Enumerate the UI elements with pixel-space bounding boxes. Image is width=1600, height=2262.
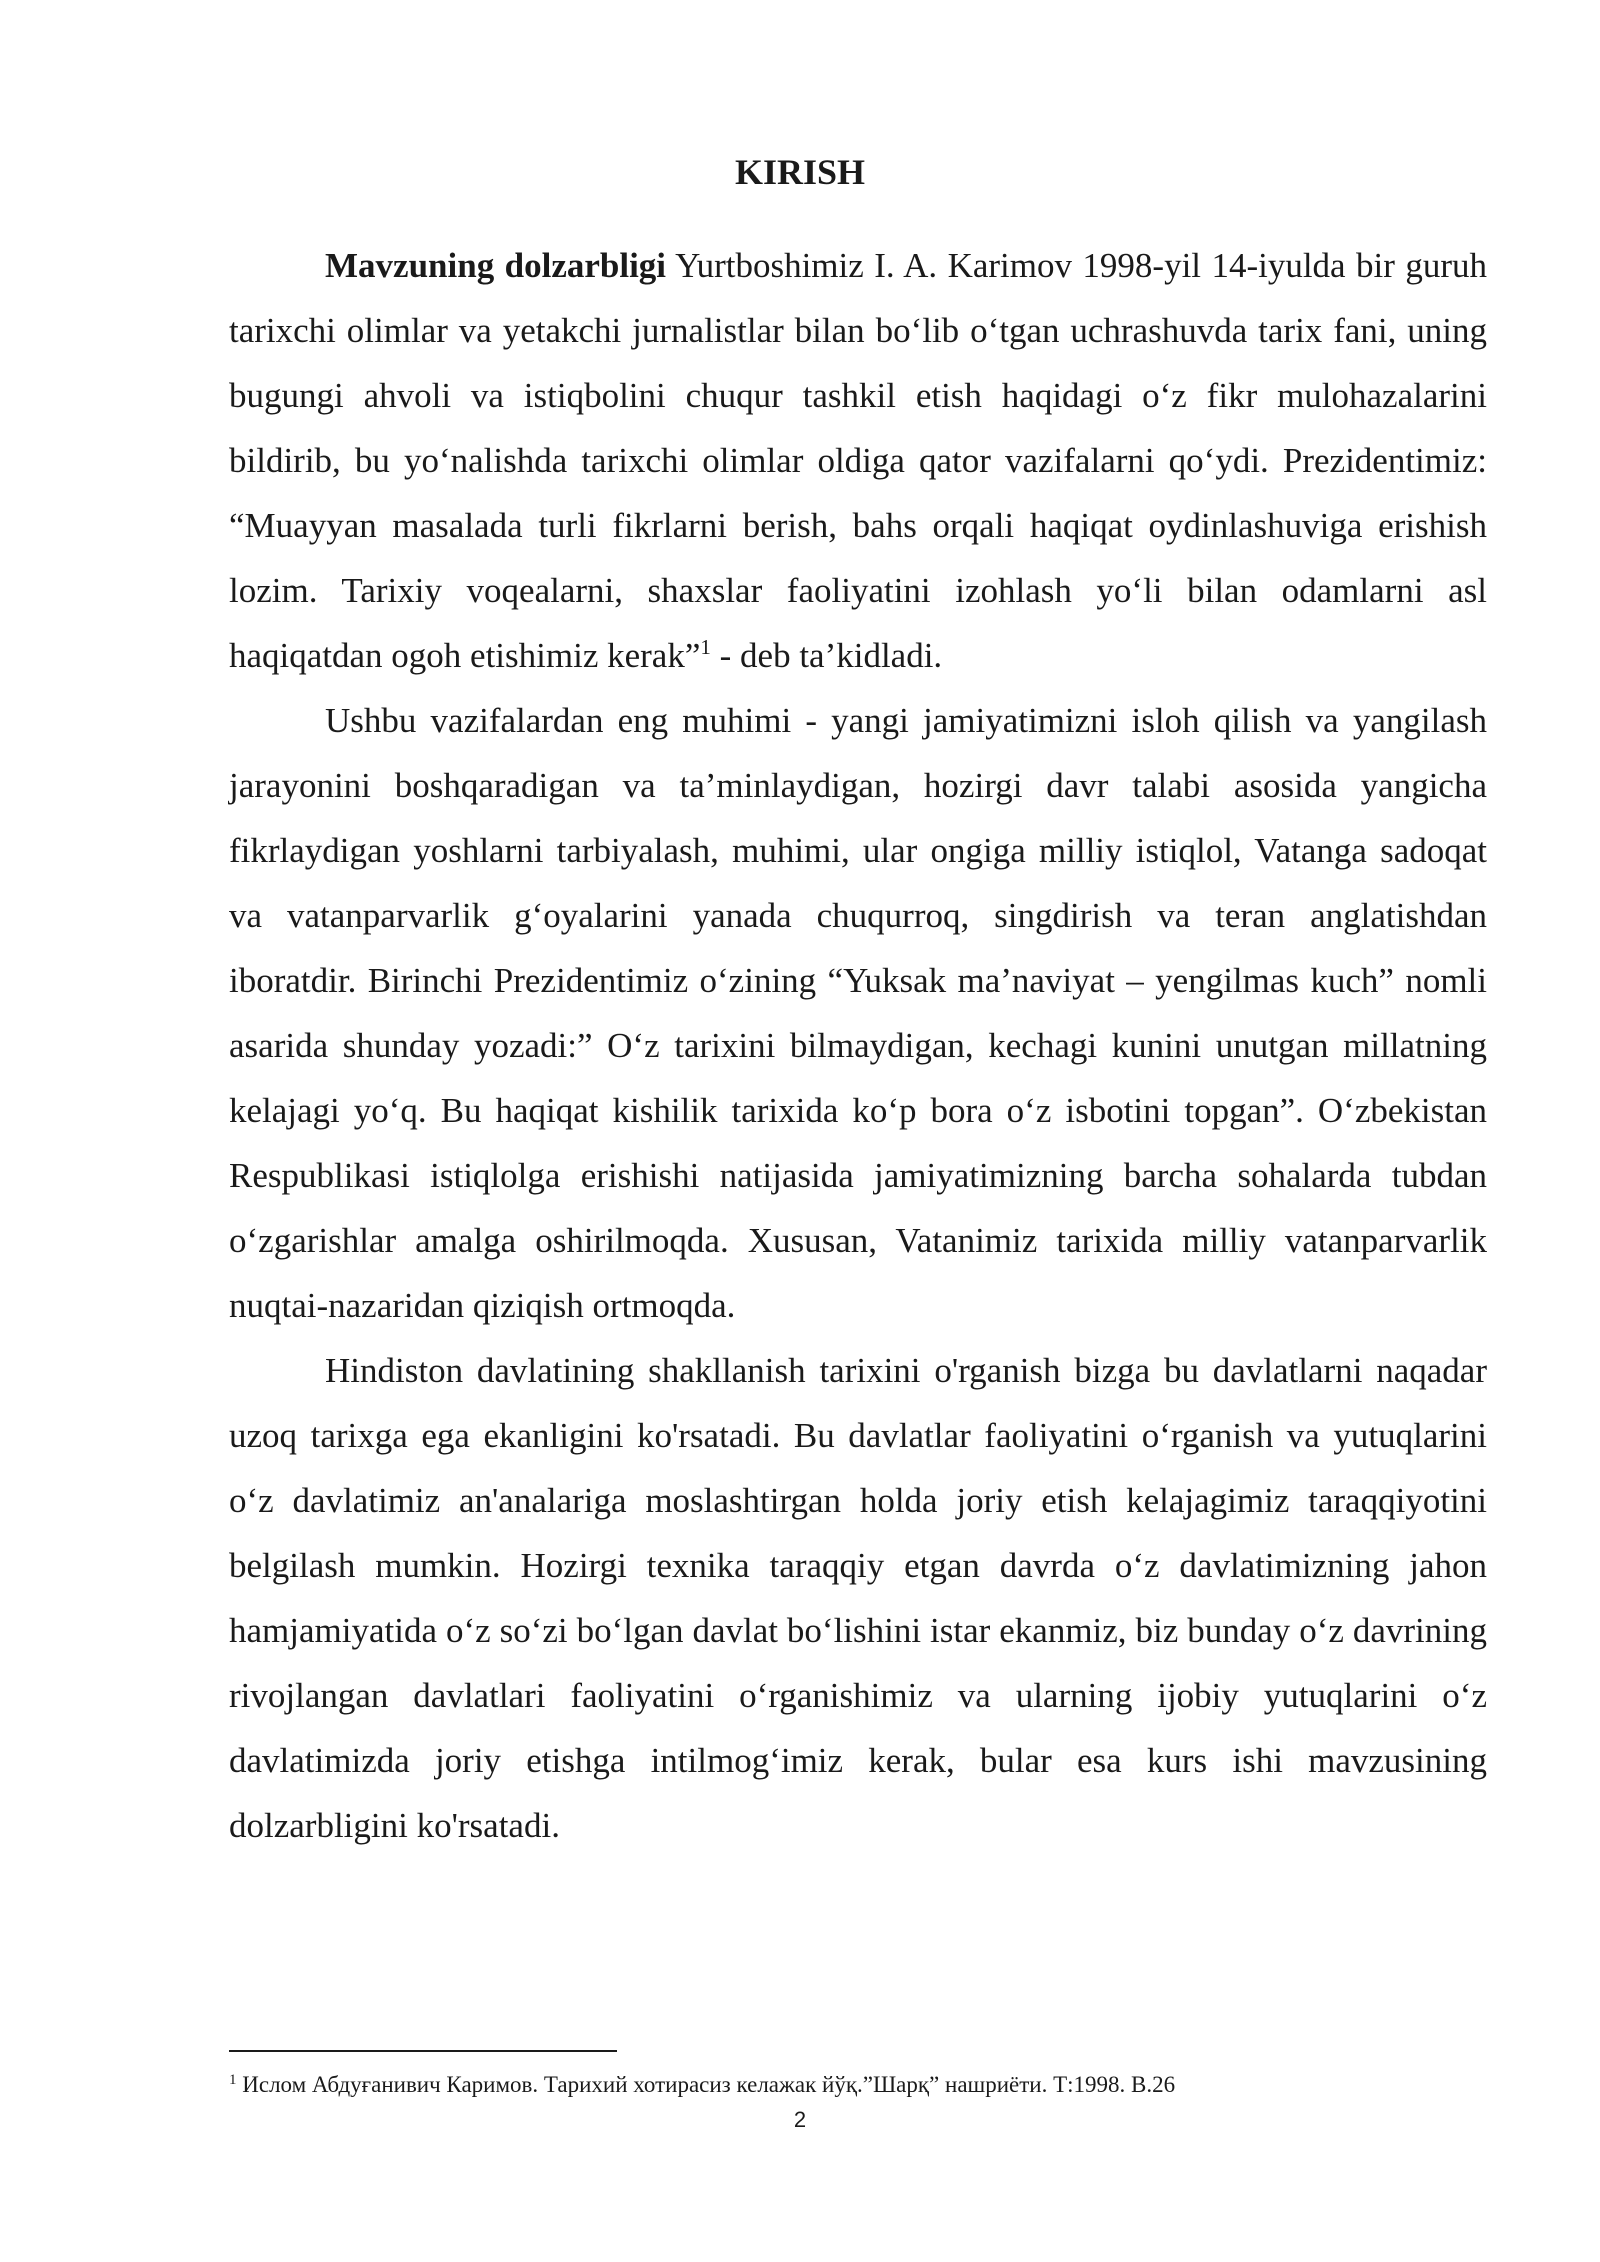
paragraph-1 xyxy=(229,233,1487,688)
paragraph-2: Ushbu vazifalardan eng muhimi - yangi jamiyatimizni isloh qilish va yangilash jarayonini boshqaradigan va ta’minlaydigan, hozirgi davr talabi asosida yangicha fikrlaydigan yoshlarni tarbiyalash, muhimi, ular ongiga milliy istiqlol, Vatanga sadoqat va vatanparvarlik g‘oyalarini yanada chuqurroq, singdirish va teran anglatishdan iboratdir. Birinchi Prezidentimiz o‘zining “Yuksak ma’naviyat – yengilmas kuch” nomli asarida shunday yozadi:” O‘z tarixini bilmaydigan, kechagi kunini unutgan millatning kelajagi yo‘q. Bu haqiqat kishilik tarixida ko‘p bora o‘z isbotini topgan”. O‘zbekistan Respublikasi istiqlolga erishishi natijasida jamiyatimizning barcha sohalarda tubdan o‘zgarishlar amalga oshirilmoqda. Xususan, Vatanimiz tarixida milliy vatanparvarlik nuqtai-nazaridan qiziqish ortmoqda. xyxy=(229,701,1487,1325)
footnote xyxy=(229,2070,1487,2100)
page-number: 2 xyxy=(793,2107,807,2132)
paragraph-3: Hindiston davlatining shakllanish tarixini o'rganish bizga bu davlatlarni naqadar uzoq tarixga ega ekanligini ko'rsatadi. Bu davlatlar faoliyatini o‘rganish va yutuqlarini o‘z davlatimiz an'analariga moslashtirgan holda joriy etish kelajagimiz taraqqiyotini belgilash mumkin. Hozirgi texnika taraqqiy etgan davrda o‘z davlatimizning jahon hamjamiyatida o‘z so‘zi bo‘lgan davlat bo‘lishini istar ekanmiz, biz bunday o‘z davrining rivojlangan davlatlari faoliyatini o‘rganishimiz va ularning ijobiy yutuqlarini o‘z davlatimizda joriy etishga intilmog‘imiz kerak, bular esa kurs ishi mavzusining dolzarbligini ko'rsatadi. xyxy=(229,1351,1487,1845)
footnote-number: 1 xyxy=(229,2072,237,2088)
footnote-reference[interactable]: 1 xyxy=(700,635,711,659)
paragraph-text-end: - deb ta’kidladi. xyxy=(710,636,943,675)
section-heading: KIRISH xyxy=(734,152,866,192)
paragraph-lead: Mavzuning dolzarbligi xyxy=(325,246,667,285)
body-text xyxy=(229,233,1487,1858)
paragraph-text: Yurtboshimiz I. A. Karimov 1998-yil 14-iyulda bir guruh tarixchi olimlar va yetakchi jurnalistlar bilan bo‘lib o‘tgan uchrashuvda tarix fani, uning bugungi ahvoli va istiqbolini chuqur tashkil etish haqidagi o‘z fikr mulohazalarini bildirib, bu yo‘nalishda tarixchi olimlar oldiga qator vazifalarni qo‘ydi. Prezidentimiz: “Muayyan masalada turli fikrlarni berish, bahs orqali haqiqat oydinlashuviga erishish lozim. Tarixiy voqealarni, shaxslar faoliyatini izohlash yo‘li bilan odamlarni asl haqiqatdan ogoh etishimiz kerak” xyxy=(229,246,1487,675)
footnote-text: Ислом Абдуғанивич Каримов. Тарихий хотирасиз келажак йўқ.”Шарқ” нашриёти. Т:1998. В.26 xyxy=(236,2072,1176,2097)
footnote-separator xyxy=(229,2050,617,2052)
